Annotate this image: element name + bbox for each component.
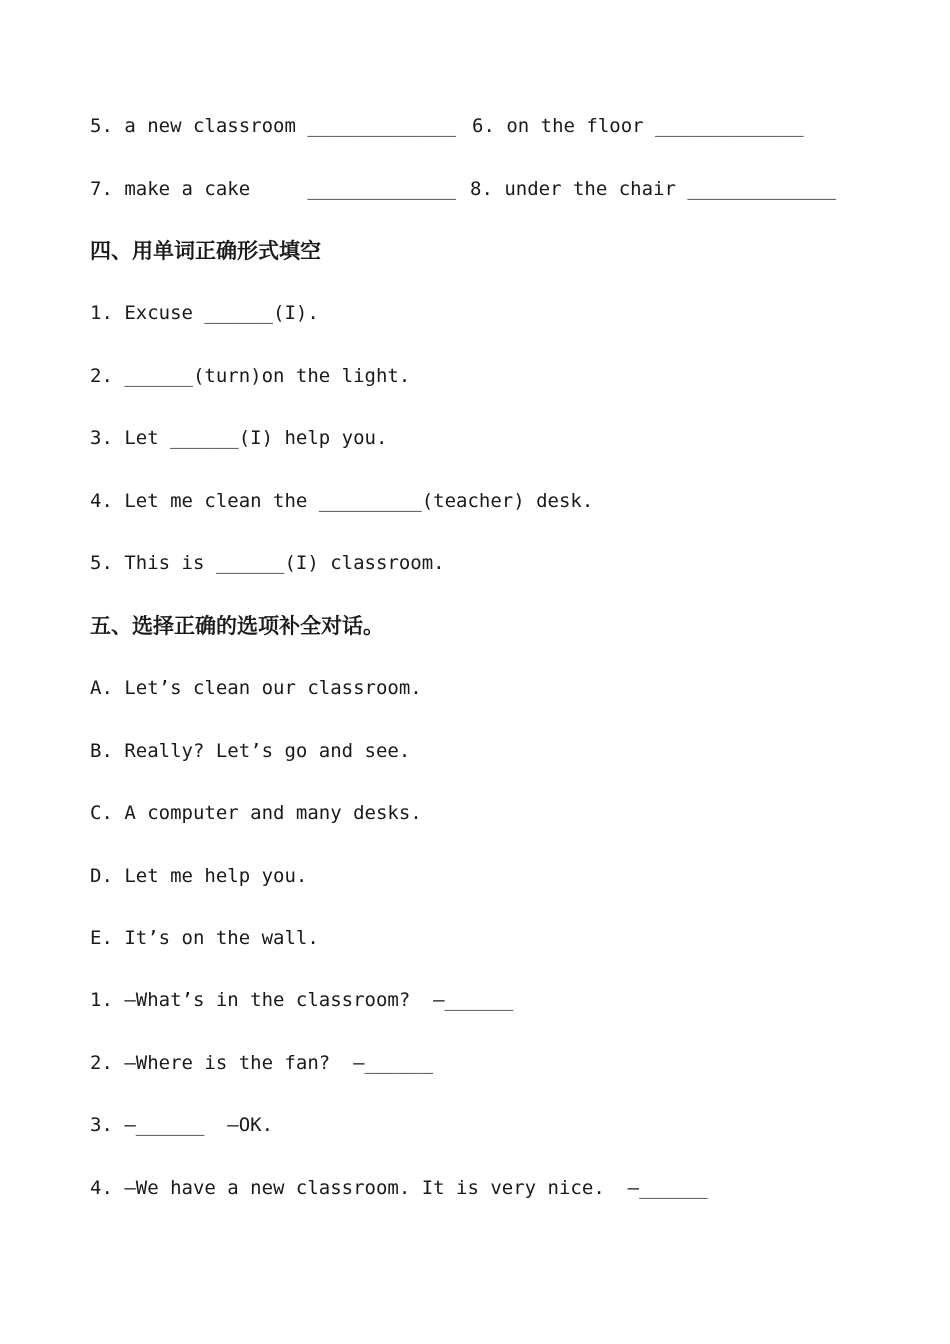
dialogue-question-2: 2. —Where is the fan? —______ [90, 1052, 434, 1074]
fill-item-1: 1. Excuse ______(I). [90, 302, 319, 324]
phrase-item-8: 8. under the chair _____________ [470, 178, 837, 200]
option-b: B. Really? Let’s go and see. [90, 740, 411, 762]
section-4-heading: 四、用单词正确形式填空 [90, 239, 321, 263]
option-d: D. Let me help you. [90, 865, 308, 887]
fill-item-5: 5. This is ______(I) classroom. [90, 552, 445, 574]
option-a: A. Let’s clean our classroom. [90, 677, 422, 699]
section-5-heading: 五、选择正确的选项补全对话。 [90, 614, 384, 638]
fill-item-2: 2. ______(turn)on the light. [90, 365, 411, 387]
dialogue-question-1: 1. —What’s in the classroom? —______ [90, 989, 514, 1011]
fill-item-3: 3. Let ______(I) help you. [90, 427, 388, 449]
dialogue-question-3: 3. —______ —OK. [90, 1114, 274, 1136]
option-c: C. A computer and many desks. [90, 802, 422, 824]
dialogue-question-4: 4. —We have a new classroom. It is very nice. —______ [90, 1177, 708, 1199]
phrase-item-6: 6. on the floor _____________ [472, 115, 804, 137]
option-e: E. It’s on the wall. [90, 927, 319, 949]
phrase-item-7: 7. make a cake _____________ [90, 178, 457, 200]
fill-item-4: 4. Let me clean the _________(teacher) desk. [90, 490, 594, 512]
phrase-item-5: 5. a new classroom _____________ [90, 115, 457, 137]
